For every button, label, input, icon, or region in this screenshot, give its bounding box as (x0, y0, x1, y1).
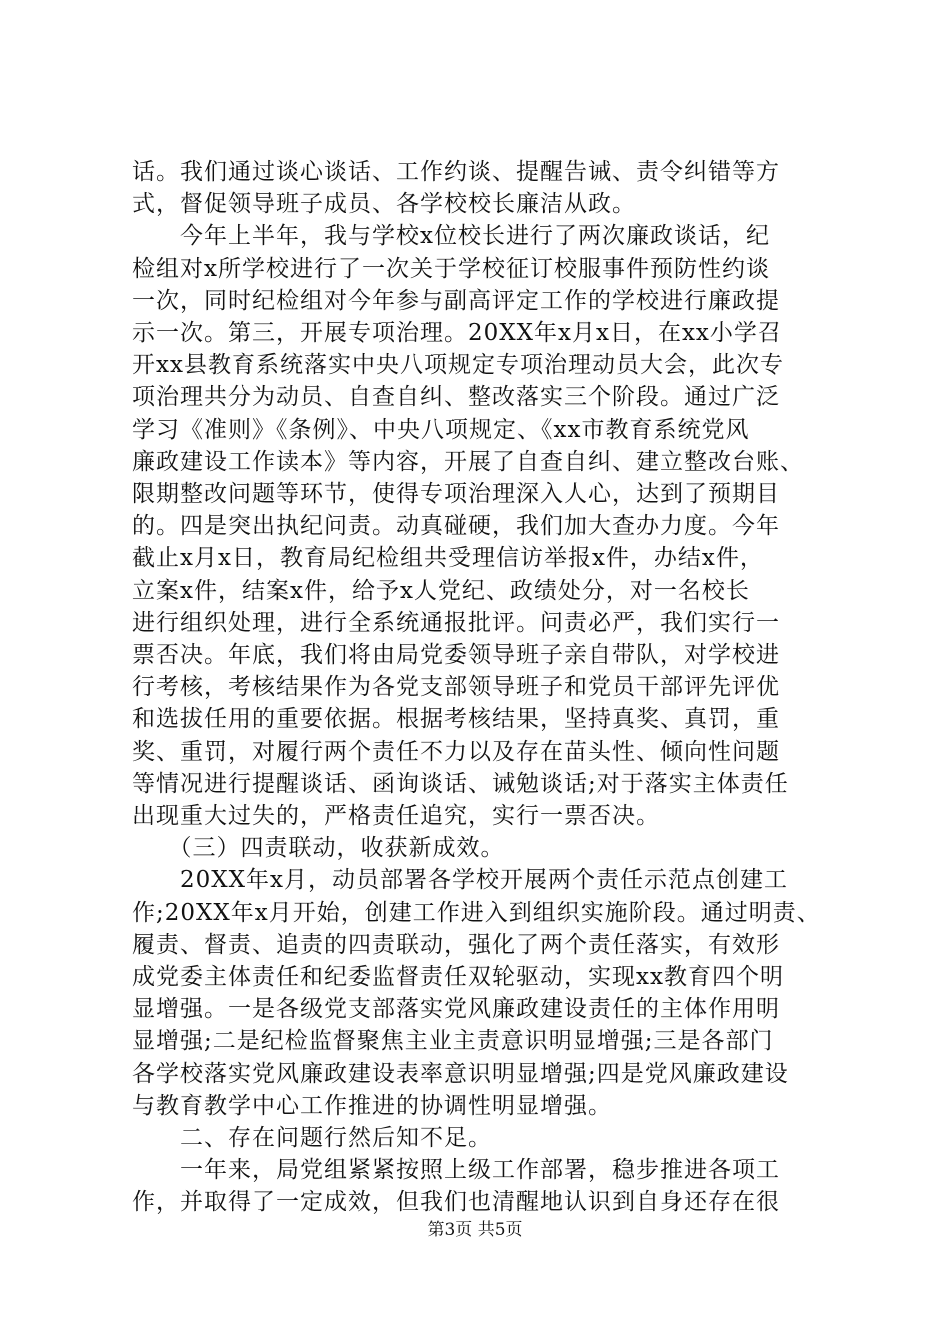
text-line: 行考核，考核结果作为各党支部领导班子和党员干部评先评优 (132, 674, 780, 700)
text-line: 票否决。年底，我们将由局党委领导班子亲自带队，对学校进 (132, 642, 780, 668)
text-line: 履责、督责、追责的四责联动，强化了两个责任落实，有效形 (132, 932, 780, 958)
text-line: 学习《准则》《条例》、中央八项规定、《xx市教育系统党风 (132, 417, 750, 443)
text-line: 话。我们通过谈心谈话、工作约谈、提醒告诫、责令纠错等方 (132, 159, 780, 185)
text-line: 今年上半年，我与学校x位校长进行了两次廉政谈话，纪 (132, 223, 770, 249)
text-line: 20XX年x月，动员部署各学校开展两个责任示范点创建工 (132, 867, 788, 893)
text-line: 立案x件，结案x件，给予x人党纪、政绩处分，对一名校长 (132, 578, 750, 604)
text-line: 二、存在问题行然后知不足。 (132, 1125, 492, 1151)
text-line: 项治理共分为动员、自查自纠、整改落实三个阶段。通过广泛 (132, 384, 780, 410)
text-line: 的。四是突出执纪问责。动真碰硬，我们加大查办力度。今年 (132, 513, 780, 539)
text-line: 作;20XX年x月开始，创建工作进入到组织实施阶段。通过明责、 (132, 900, 821, 926)
text-line: 进行组织处理，进行全系统通报批评。问责必严，我们实行一 (132, 610, 780, 636)
text-line: 各学校落实党风廉政建设表率意识明显增强;四是党风廉政建设 (132, 1061, 789, 1087)
text-line: 示一次。第三，开展专项治理。20XX年x月x日，在xx小学召 (132, 320, 782, 346)
text-line: 式，督促领导班子成员、各学校校长廉洁从政。 (132, 191, 636, 217)
text-line: 一年来，局党组紧紧按照上级工作部署，稳步推进各项工 (132, 1157, 780, 1183)
page-footer: 第3页 共5页 (427, 1220, 523, 1240)
text-line: 开xx县教育系统落实中央八项规定专项治理动员大会，此次专 (132, 352, 784, 378)
text-line: 显增强。一是各级党支部落实党风廉政建设责任的主体作用明 (132, 996, 780, 1022)
text-line: 廉政建设工作读本》等内容，开展了自查自纠、建立整改台账、 (132, 449, 804, 475)
text-line: 和选拔任用的重要依据。根据考核结果，坚持真奖、真罚，重 (132, 706, 780, 732)
text-line: 作，并取得了一定成效，但我们也清醒地认识到自身还存在很 (132, 1189, 780, 1215)
text-line: 奖、重罚，对履行两个责任不力以及存在苗头性、倾向性问题 (132, 739, 780, 765)
text-line: 出现重大过失的，严格责任追究，实行一票否决。 (132, 803, 660, 829)
text-line: 等情况进行提醒谈话、函询谈话、诫勉谈话;对于落实主体责任 (132, 771, 789, 797)
text-line: 与教育教学中心工作推进的协调性明显增强。 (132, 1093, 612, 1119)
text-line: 成党委主体责任和纪委监督责任双轮驱动，实现xx教育四个明 (132, 964, 784, 990)
text-line: 一次，同时纪检组对今年参与副高评定工作的学校进行廉政提 (132, 288, 780, 314)
text-line: 显增强;二是纪检监督聚焦主业主责意识明显增强;三是各部门 (132, 1028, 774, 1054)
text-line: 限期整改问题等环节，使得专项治理深入人心，达到了预期目 (132, 481, 780, 507)
text-line: （三）四责联动，收获新成效。 (132, 835, 505, 861)
text-line: 检组对x所学校进行了一次关于学校征订校服事件预防性约谈 (132, 256, 770, 282)
text-line: 截止x月x日，教育局纪检组共受理信访举报x件，办结x件， (132, 545, 764, 571)
